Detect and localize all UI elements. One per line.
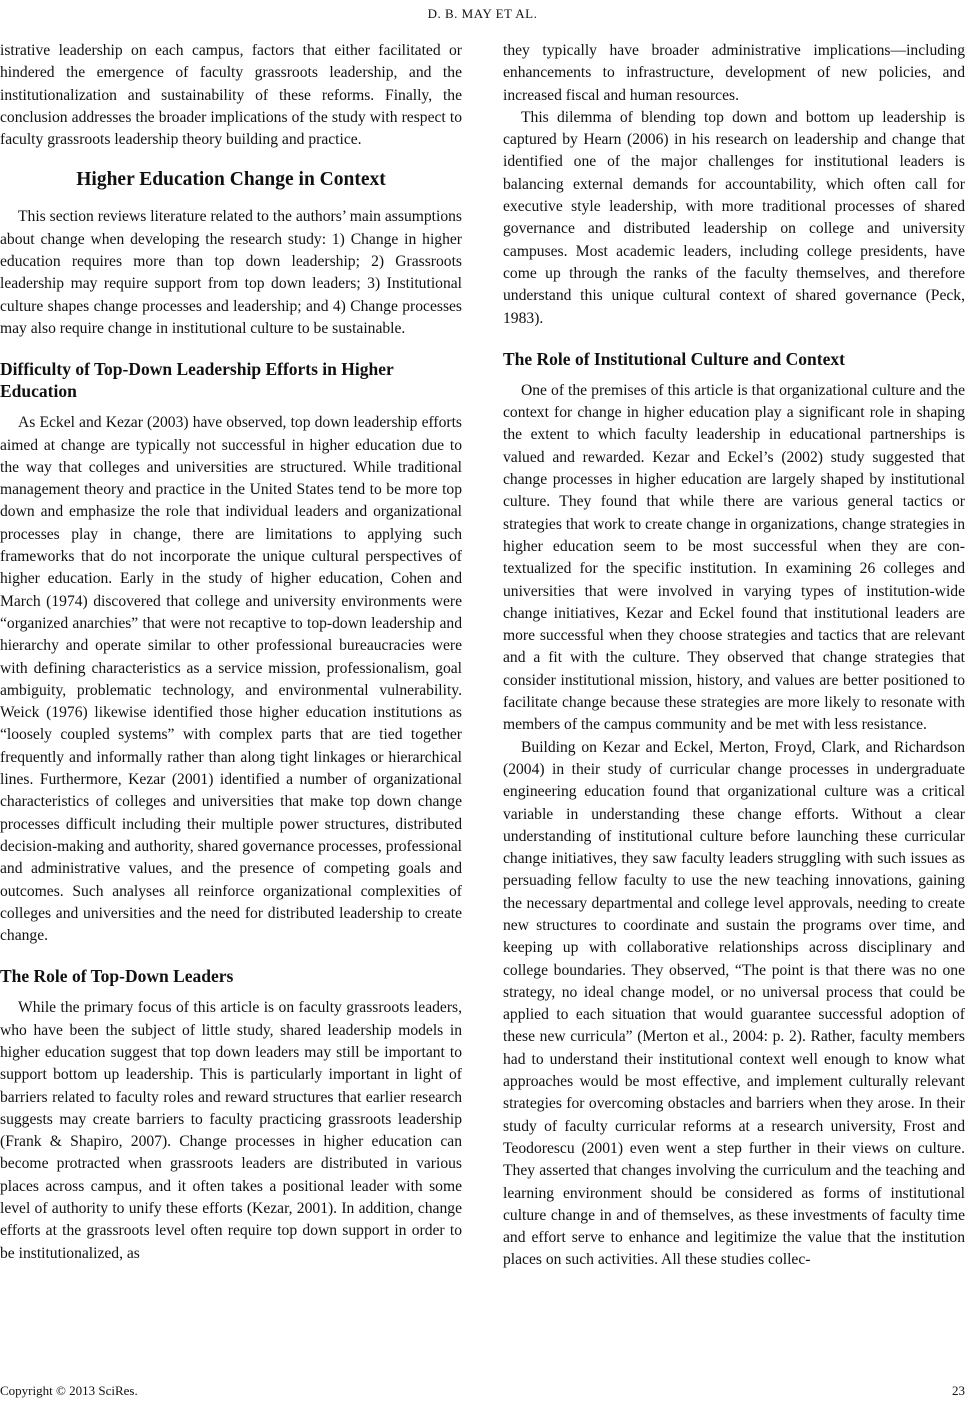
section-heading: Higher Education Change in Context [76,169,386,191]
body-paragraph: One of the premises of this article is that organizational culture and the context for change in higher education play a significant role in shaping the extent to which faculty leadership in educational partnerships is valued and rewarded. Kezar and Eckel’s (2002) study suggested that change processes in higher education are largely shaped by institutional culture. They found that while there are various general tactics or strategies that work to create change in organizations, change strategies in higher education seem to be most successful when they are contextualized for the specific institution. In examining 26 colleges and universities that were involved in varying types of institution-wide change initiatives, Kezar and Eckel found that institutional leaders are more successful when they choose strategies and tactics that are relevant and a fit with the culture. They observed that change strategies that consider institutional mission, history, and values are better positioned to facilitate change because these strategies are more likely to resonate with members of the campus community and be met with less resistance. [503,381,965,734]
body-paragraph: Building on Kezar and Eckel, Merton, Froyd, Clark, and Richardson (2004) in their study of curricular change processes in undergraduate engineering education found that organizational culture was a critical variable in understanding these change efforts. Without a clear understanding of institutional culture before launching these curricular change initiatives, they saw faculty leaders struggling with such issues as persuading fellow faculty to use the new teaching innovations, gaining the necessary departmental and college level approvals, needing to create new structures to coordinate and sustain the programs over time, and keeping up with collaborative relationships across disciplinary and college boundaries. They observed, “The point is that there was no one strategy, no ideal change model, or no universal process that could be applied to each situation that would guarantee successful adoption of these new curricula” (Merton et al., 2004: p. 2). Rather, faculty members had to understand their institutional context well enough to know what approaches would be most effective, and implement culturally relevant strategies for overcoming obstacles and barriers when they arose. In their study of faculty curricular reforms at a research university, Frost and Teodorescu (2001) even went a step further in their views on culture. They asserted that changes involving the curriculum and the teaching and learning environment should be considered as forms of institutional culture change in and of themselves, as these investments of faculty time and effort serve to enhance and legitimize the value that the institution places on such activities. All these studies collec- [503,738,965,1269]
right-column [503,40,965,1272]
subsection-heading: The Role of Institutional Culture and Context [503,348,845,369]
running-head: D. B. MAY ET AL. [427,6,538,21]
body-paragraph: istrative leadership on each campus, factors that either facilitated or hindered the emergence of faculty grassroots leadership, and the institutionalization and sustainability of these reforms. Finally, the conclusion addresses the broader implications of the study with respect to faculty grassroots leadership theory building and practice. [0,42,462,149]
body-paragraph: This section reviews literature related to the authors’ main assumptions about change when developing the research study: 1) Change in higher education requires more than top down leadership; 2) Grassroots leadership may require support from top down leaders; 3) Institutional culture shapes change processes and leadership; and 4) Change processes may also require change in institutional culture to be sustainable. [0,208,462,337]
body-paragraph: As Eckel and Kezar (2003) have observed, top down leadership efforts aimed at change are typically not successful in higher education due to the way that colleges and universities are structured. While traditional management theory and practice in the United States tend to be more top down and emphasize the role that individual leaders and organizational processes play in change, there are limitations to applying such frameworks that do not incorporate the unique cultural perspectives of higher education. Early in the study of higher education, Cohen and March (1974) discovered that college and university environments were “organized anarchies” that were not recaptive to top-down leadership and hierarchy and operate similar to other professional bureaucracies were with defining characteristics as a service mission, professionalism, goal ambiguity, problematic technology, and environmental vulnerability. Weick (1976) likewise identified those higher education institutions as “loosely coupled systems” with complex parts that are tied together frequently and informally rather than along tight linkages or hierarchical lines. Furthermore, Kezar (2001) identified a number of organizational characteristics of colleges and universities that make top down change processes difficult including their multiple power structures, distributed decision-making and authority, shared governance processes, professional and administrative values, and the presence of competing goals and outcomes. Such analyses all reinforce organizational complexities of colleges and universities and the need for distributed leadership to create change. [0,414,462,945]
subsection-heading: Difficulty of Top-Down Leadership Efforts in Higher Education [0,359,394,402]
body-paragraph: they typically have broader administrative implications—including enhancements to infrastructure, development of new policies, and increased fiscal and human resources. [503,42,965,104]
body-paragraph: This dilemma of blending top down and bottom up leadership is captured by Hearn (2006) in his research on leadership and change that identified one of the major challenges for institutional leaders is balancing external demands for accountability, which often call for executive style leadership, with more traditional processes of shared governance and distributed leadership on college and university campuses. Most academic leaders, including college presidents, have come up through the ranks of the faculty themselves, and therefore understand this unique cultural context of shared governance (Peck, 1983). [503,108,965,327]
left-column [0,40,462,1265]
body-paragraph: While the primary focus of this article is on faculty grassroots leaders, who have been the subject of little study, shared leadership models in higher education suggest that top down leaders may still be important to support bottom up leadership. This is particularly important in light of barriers related to faculty roles and reward structures that earlier research suggests may create barriers to faculty practicing grassroots leadership (Frank & Shapiro, 2007). Change processes in higher education can become protracted when grassroots leaders are distributed in various places across campus, and it often takes a positional leader with some level of authority to unify these efforts (Kezar, 2001). In addition, change efforts at the grassroots level often require top down support in order to be institutionalized, as [0,999,462,1262]
page-number: 23 [952,1383,965,1398]
subsection-heading: The Role of Top-Down Leaders [0,966,234,987]
copyright-notice: Copyright © 2013 SciRes. [0,1383,138,1398]
